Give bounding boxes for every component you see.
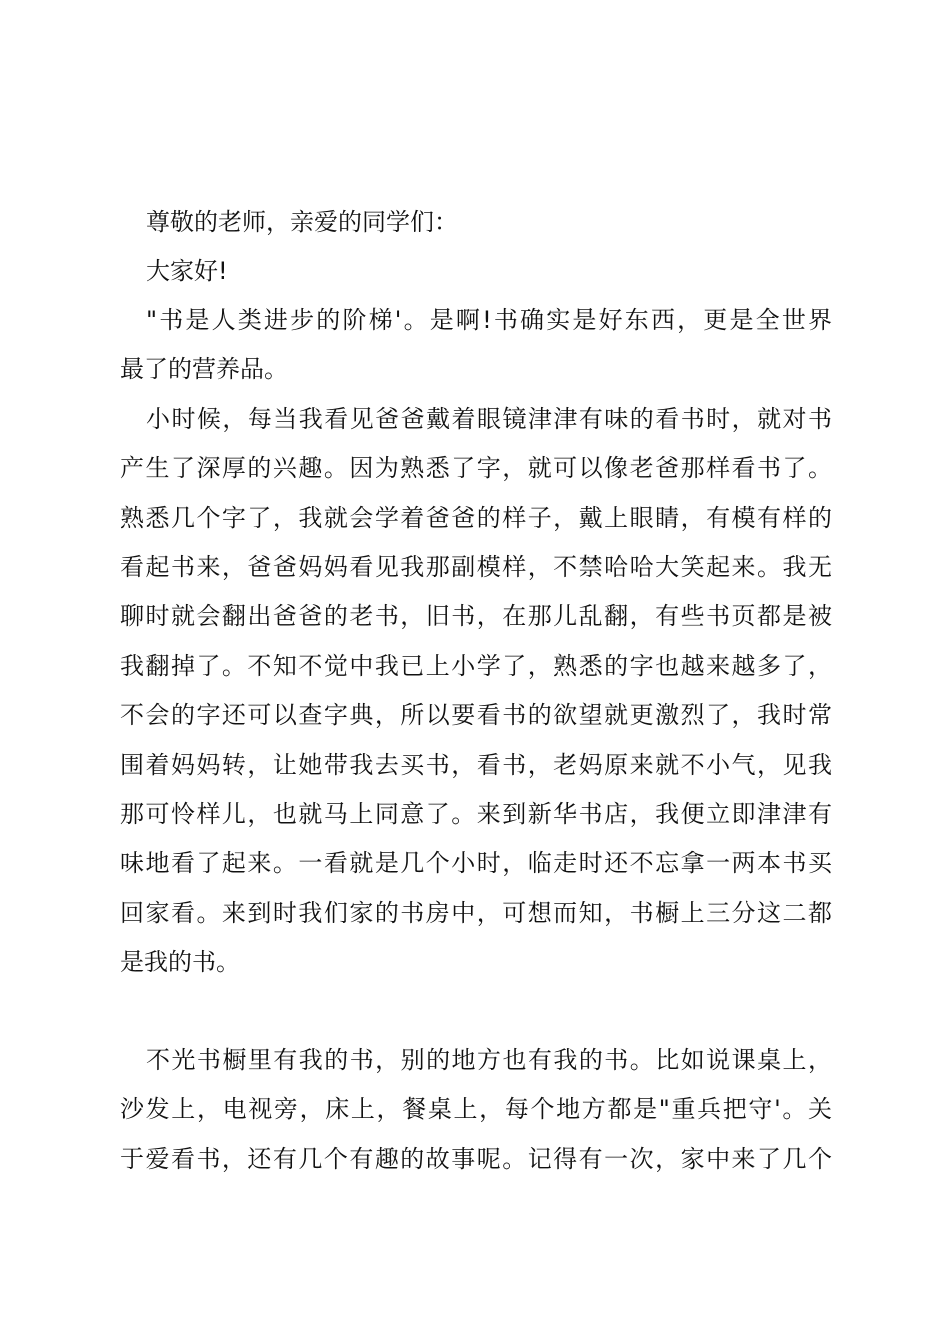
paragraph-2-line-12: 是我的书。 xyxy=(120,948,240,976)
paragraph-1-line-1: "书是人类进步的阶梯'。是啊!书确实是好东西，更是全世界 xyxy=(146,306,832,334)
paragraph-2-line-2: 产生了深厚的兴趣。因为熟悉了字，就可以像老爸那样看书了。 xyxy=(120,454,832,482)
paragraph-2-line-1: 小时候，每当我看见爸爸戴着眼镜津津有味的看书时，就对书 xyxy=(146,405,832,433)
paragraph-3-line-1: 不光书橱里有我的书，别的地方也有我的书。比如说课桌上， xyxy=(146,1046,832,1074)
paragraph-2-line-8: 围着妈妈转，让她带我去买书，看书，老妈原来就不小气，见我 xyxy=(120,751,832,779)
paragraph-2-line-9: 那可怜样儿，也就马上同意了。来到新华书店，我便立即津津有 xyxy=(120,800,832,828)
greeting-line: 大家好! xyxy=(146,257,228,285)
salutation: 尊敬的老师，亲爱的同学们： xyxy=(146,208,458,236)
paragraph-1-line-2: 最了的营养品。 xyxy=(120,355,288,383)
paragraph-3-line-3: 于爱看书，还有几个有趣的故事呢。记得有一次，家中来了几个 xyxy=(120,1145,832,1173)
paragraph-2-line-10: 味地看了起来。一看就是几个小时，临走时还不忘拿一两本书买 xyxy=(120,849,832,877)
paragraph-2-line-7: 不会的字还可以查字典，所以要看书的欲望就更激烈了，我时常 xyxy=(120,701,832,729)
paragraph-2-line-6: 我翻掉了。不知不觉中我已上小学了，熟悉的字也越来越多了， xyxy=(120,652,832,680)
paragraph-3-line-2: 沙发上，电视旁，床上，餐桌上，每个地方都是"重兵把守'。关 xyxy=(120,1095,832,1123)
paragraph-2-line-4: 看起书来，爸爸妈妈看见我那副模样，不禁哈哈大笑起来。我无 xyxy=(120,553,832,581)
paragraph-2-line-11: 回家看。来到时我们家的书房中，可想而知，书橱上三分这二都 xyxy=(120,899,832,927)
paragraph-2-line-5: 聊时就会翻出爸爸的老书，旧书，在那儿乱翻，有些书页都是被 xyxy=(120,602,832,630)
paragraph-2-line-3: 熟悉几个字了，我就会学着爸爸的样子，戴上眼睛，有模有样的 xyxy=(120,504,832,532)
